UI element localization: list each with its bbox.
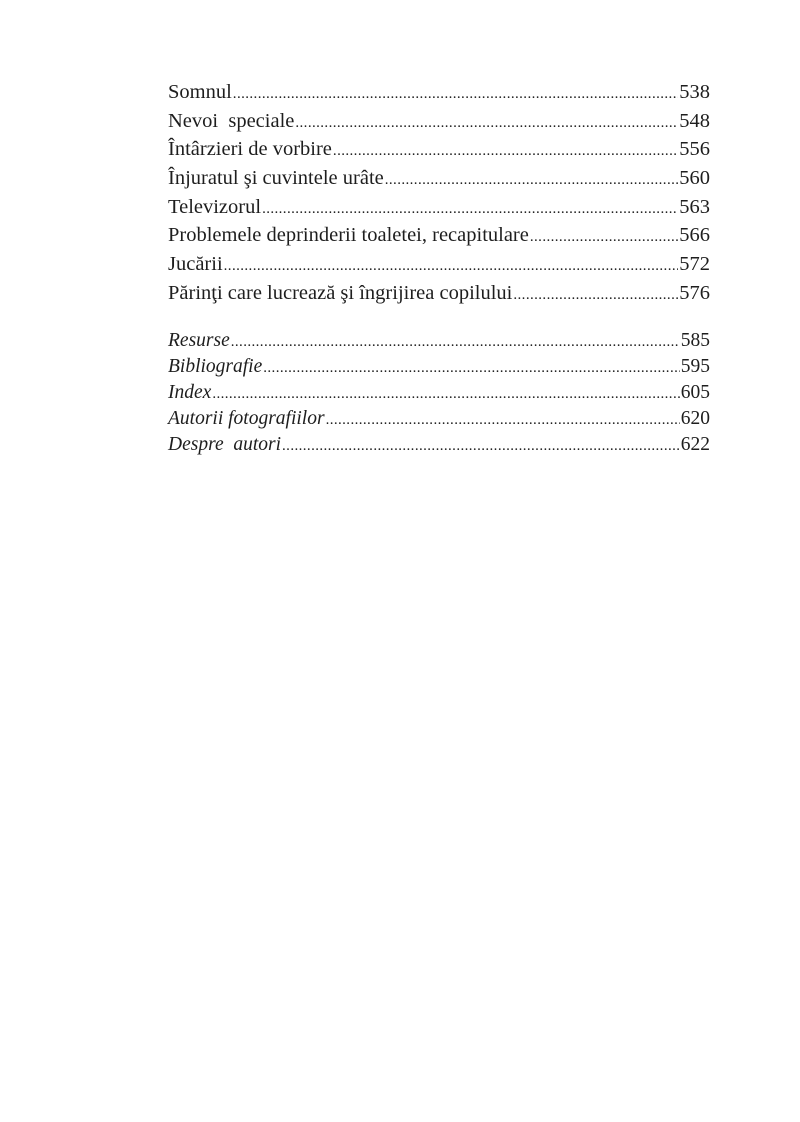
dot-leader [224,252,679,281]
table-of-contents [168,78,710,458]
toc-entry [168,406,710,432]
toc-entry-page: 595 [680,355,710,377]
toc-entry-page: 622 [680,434,710,456]
toc-entry-title: Resurse [168,329,230,351]
toc-entry-page: 585 [680,329,710,351]
toc-entry-page: 566 [679,224,710,247]
toc-entry [168,78,710,107]
toc-entry-page: 572 [679,253,710,276]
toc-chapters [168,78,710,308]
toc-entry-page: 576 [679,281,710,304]
toc-entry-title: Autorii fotografiilor [168,408,325,430]
dot-leader [233,80,678,109]
toc-entry-page: 556 [679,138,710,161]
dot-leader [333,137,678,166]
toc-entry [168,328,710,354]
dot-leader [295,109,678,138]
toc-entry-title: Televizorul [168,195,262,218]
toc-entry [168,380,710,406]
toc-entry-title: Înjuratul şi cuvintele urâte [168,167,384,190]
dot-leader [231,329,680,355]
toc-entry-title: Nevoi speciale [168,109,295,132]
toc-entry-title: Întârzieri de vorbire [168,138,332,161]
toc-entry [168,135,710,164]
toc-entry [168,432,710,458]
toc-entry-page: 548 [679,109,710,132]
toc-entry [168,250,710,279]
toc-entry-page: 620 [680,408,710,430]
toc-entry-page: 563 [679,195,710,218]
toc-entry-title: Despre autori [168,434,282,456]
toc-back-matter [168,328,710,459]
dot-leader [530,223,678,252]
dot-leader [263,355,680,381]
dot-leader [385,166,679,195]
toc-entry-title: Somnul [168,81,232,103]
toc-entry-page: 560 [679,167,710,190]
toc-entry-title: Index [168,381,212,403]
toc-entry-title: Bibliografie [168,355,263,377]
toc-entry [168,193,710,222]
dot-leader [212,381,679,407]
toc-entry [168,107,710,136]
toc-entry [168,164,710,193]
dot-leader [326,407,680,433]
dot-leader [262,195,678,224]
toc-entry-title: Problemele deprinderii toaletei, recapitulare [168,224,529,247]
toc-entry-title: Părinţi care lucrează şi îngrijirea copilului [168,281,513,304]
toc-entry-title: Jucării [168,253,223,276]
dot-leader [513,281,678,310]
toc-entry [168,221,710,250]
toc-entry [168,279,710,308]
toc-entry [168,354,710,380]
toc-entry-page: 605 [680,381,710,403]
dot-leader [282,433,680,459]
toc-entry-page: 538 [679,81,710,103]
